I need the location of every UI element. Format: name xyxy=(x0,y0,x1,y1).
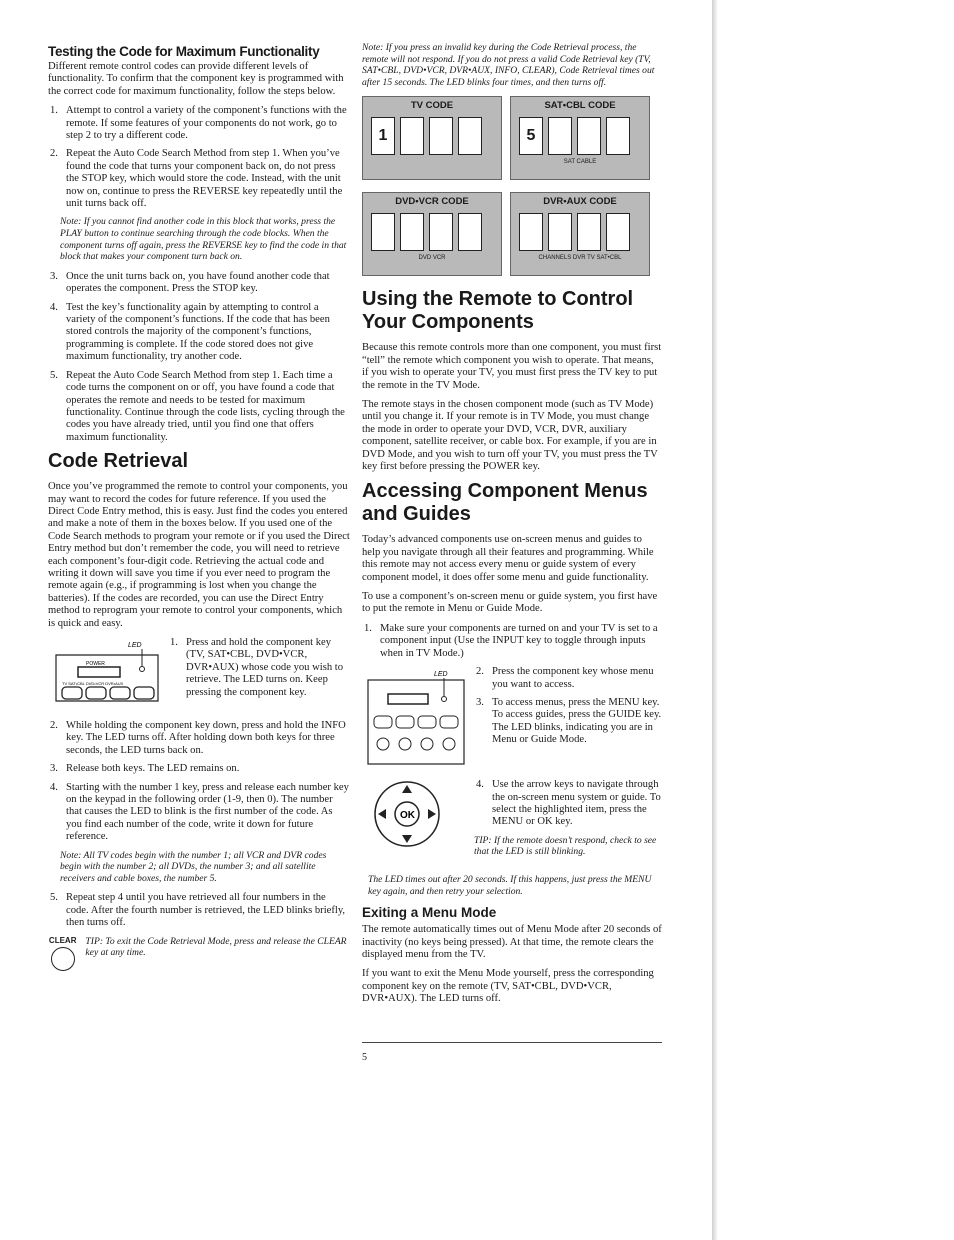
clear-key-icon: CLEAR xyxy=(48,936,77,971)
retrieval-note-top: Note: If you press an invalid key during the Code Retrieval process, the remote will not respond. If you do not press a valid Code Retrieval key (TV, SAT•CBL, DVD•VCR, DVR•AUX, INFO, CLEAR), Code Retrieval times out after 15 seconds. The LED blinks four times, and then turns off. xyxy=(362,42,655,88)
using-p1: Because this remote controls more than one component, you must first “tell” the remote which component you wish to operate. That means, if you wish to operate your TV, you must first press the TV key to put the remote in the TV Mode. xyxy=(362,342,662,391)
retrieval-note: Note: All TV codes begin with the number 1; all VCR and DVR codes begin with the number 2; all DVDs, the number 3; and all satellite receivers and cable boxes, the number 5. xyxy=(60,849,327,884)
using-remote-heading: Using the Remote to Control Your Components xyxy=(362,288,634,334)
menus-tip: TIP: If the remote doesn’t respond, check to see that the LED is still blinking. xyxy=(474,834,657,858)
testing-intro: Different remote control codes can provide different levels of functionality. To confirm that the component key is programmed with the correct code for maximum functionality, follow the steps below. xyxy=(48,61,344,97)
list-item: 3. To access menus, press the MENU key. To access guides, press the GUIDE key. The LED blinks, indicating you are in Menu or Guide Mode. xyxy=(476,696,662,746)
footer-rule xyxy=(362,1042,662,1043)
remote-top-icon xyxy=(48,637,166,707)
list-item: 2. While holding the component key down, press and hold the INFO key. The LED turns off. After holding down both keys for three seconds, the LED turns back on. xyxy=(50,720,346,756)
dvdvcr-code-box: DVD•VCR CODE DVD VCR xyxy=(362,192,502,276)
list-item: 1. Attempt to control a variety of the component’s functions with the remote. If some features of your components do not work, go to step 2 to try a different code. xyxy=(50,105,347,142)
list-item: 1. Press and hold the component key (TV, SAT•CBL, DVD•VCR, DVR•AUX) whose code you wish to retrieve. The LED turns on. Keep pressing the component key. xyxy=(170,637,344,698)
tv-code-box: TV CODE 1 xyxy=(362,96,502,180)
svg-text:POWER: POWER xyxy=(86,661,105,667)
exit-menu-heading: Exiting a Menu Mode xyxy=(362,905,497,921)
testing-steps-continued xyxy=(48,271,350,444)
right-column xyxy=(362,40,662,1013)
list-item: 1. Make sure your components are turned on and your TV is set to a component input (Use the INPUT key to toggle through inputs when in TV Mode.) xyxy=(364,622,658,659)
testing-heading: Testing the Code for Maximum Functionality xyxy=(48,44,320,59)
exit-p2: If you want to exit the Menu Mode yourself, press the corresponding component key on the remote (TV, SAT•CBL, DVD•VCR, DVR•AUX). The LED turns off. xyxy=(362,968,654,1005)
tip-text: TIP: To exit the Code Retrieval Mode, press and release the CLEAR key at any time. xyxy=(85,935,347,959)
testing-steps xyxy=(48,105,350,210)
left-column xyxy=(48,40,350,971)
list-item: 2. Press the component key whose menu you want to access. xyxy=(476,666,654,690)
remote-menu-illustration xyxy=(362,666,474,771)
list-item: 5. Repeat step 4 until you have retrieved all four numbers in the code. After the fourth number is retrieved, the LED blinks briefly, then turns off. xyxy=(50,892,346,929)
remote-illustration xyxy=(48,637,168,712)
svg-text:OK: OK xyxy=(400,810,415,822)
clear-tip xyxy=(48,936,350,971)
svg-text:LED: LED xyxy=(434,671,448,679)
retrieval-intro: Once you’ve programmed the remote to control your components, you may want to record the codes for future reference. If you used the Direct Code Entry method, this is easy. Just find the codes you entered and make a note of them in the boxes below. If you used one of the Code Search methods to program your remote or if you used the Direct Entry method but don’t remember the code, you will need to retrieve each component’s four-digit code. Retrieving the actual code and writing it down will save you time if you ever need to program the remote again (e.g., if programming is lost when you change the batteries). If the codes are recorded, you can use the Direct Entry method to reprogram your remote to control your components, which is quick and easy. xyxy=(48,481,350,629)
list-item: 4. Use the arrow keys to navigate through the on-screen menu system or guide. To select the highlighted item, press the MENU or OK key. xyxy=(476,779,661,828)
page-number: 5 xyxy=(362,1052,367,1063)
menus-note: The LED times out after 20 seconds. If this happens, just press the MENU key again, and then retry your selection. xyxy=(368,873,652,897)
list-item: 4. Starting with the number 1 key, press and release each number key on the keypad in the following order (1-9, then 0). The number that causes the LED to blink is the first number of the code. As you find each number of the code, write it down for future reference. xyxy=(50,781,349,843)
testing-note: Note: If you cannot find another code in this block that works, press the PLAY button to continue searching through the code blocks. When the component turns off again, press the REVERSE key to find the code in that block that makes your component turn back on. xyxy=(60,216,347,263)
code-retrieval-heading: Code Retrieval xyxy=(48,450,189,473)
code-record-boxes xyxy=(362,96,662,276)
dvraux-code-box: DVR•AUX CODE CHANNELS DVR TV SAT•CBL xyxy=(510,192,650,276)
retrieval-steps xyxy=(48,720,350,844)
arrow-keys-figure xyxy=(362,779,662,866)
svg-text:LED: LED xyxy=(128,642,142,649)
remote-keys-icon xyxy=(362,666,472,766)
svg-text:TV SAT•CBL DVD•VCR DVR•AUX: TV SAT•CBL DVD•VCR DVR•AUX xyxy=(62,681,124,686)
using-p2: The remote stays in the chosen component mode (such as TV Mode) until you change it. If your remote is in TV Mode, you must change the mode in order to operate your DVD, VCR, DVR, auxiliary component, satellite receiver, or cable box. For example, if you are in DVD Mode, and you wish to turn off your TV, you must press the TV key first before pressing the POWER key. xyxy=(362,399,658,473)
list-item: 3. Release both keys. The LED remains on. xyxy=(50,763,240,775)
satcbl-code-box: SAT•CBL CODE 5 SAT CABLE xyxy=(510,96,650,180)
menus-heading: Accessing Component Menus and Guides xyxy=(362,480,648,526)
list-item: 2. Repeat the Auto Code Search Method from step 1. When you’ve found the code that turns your component back on, do not press the STOP key, which would store the code. Instead, with the unit now on, continue to press the REVERSE key repeatedly until the unit turns back off. xyxy=(50,148,343,210)
list-item: 3. Once the unit turns back on, you have found another code that operates the component. Press the STOP key. xyxy=(50,270,330,295)
exit-p1: The remote automatically times out of Menu Mode after 20 seconds of inactivity (no keys being pressed). At that time, the remote clears the displayed menu from the TV. xyxy=(362,924,662,960)
page-edge xyxy=(712,0,718,1240)
menus-p1: Today’s advanced components use on-screen menus and guides to help you navigate through all their features and programming. While this remote may not access every menu or guide system of every component model, it does offer some menu and guide functionality. xyxy=(362,534,654,583)
list-item: 5. Repeat the Auto Code Search Method from step 1. Each time a code turns the component on or off, you have found a code that operates the remote and needs to be tested for maximum functionality. Continue through the code lists, cycling through the codes you have already tried, until you find one that offers maximum functionality. xyxy=(50,369,345,443)
retrieval-figure xyxy=(48,637,350,712)
arrow-keys-icon xyxy=(362,779,452,849)
menus-p2: To use a component’s on-screen menu or guide system, you first have to put the remote in Menu or Guide Mode. xyxy=(362,591,658,615)
dpad-illustration xyxy=(362,779,474,866)
menu-remote-figure xyxy=(362,666,662,771)
list-item: 4. Test the key’s functionality again by attempting to control a variety of the component’s functions. If the code that has been stored controls the majority of the component’s functions, programming is complete. If the code stored does not give maximum functionality, try another code. xyxy=(50,301,330,363)
